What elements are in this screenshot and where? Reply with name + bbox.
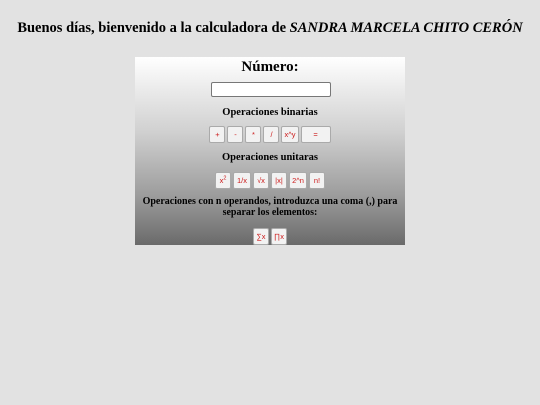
nary-ops-title: Operaciones con n operandos, introduzca una coma (,) para separar los elementos: [142, 196, 398, 218]
abs-button[interactable]: |x| [271, 172, 287, 189]
multiply-button[interactable]: * [245, 126, 261, 143]
binary-ops-title: Operaciones binarias [222, 107, 318, 118]
square-exponent: 2 [223, 175, 227, 182]
square-base: x [219, 176, 224, 185]
welcome-header [0, 20, 540, 37]
calculator-panel [135, 57, 405, 245]
greeting-text: Buenos días, bienvenido a la calculadora de [17, 20, 290, 36]
number-label: Número: [241, 59, 299, 75]
user-name: SANDRA MARCELA CHITO CERÓN [289, 20, 523, 36]
product-button[interactable]: ∏x [271, 228, 287, 245]
sum-button[interactable]: ∑x [253, 228, 269, 245]
nary-ops-row [135, 228, 405, 245]
divide-button[interactable]: / [263, 126, 279, 143]
factorial-button[interactable]: n! [309, 172, 325, 189]
binary-ops-row [135, 126, 405, 143]
equals-button[interactable]: = [301, 126, 331, 143]
unary-ops-title: Operaciones unitaras [222, 152, 318, 163]
number-input[interactable] [211, 82, 331, 97]
square-button[interactable] [215, 172, 231, 189]
add-button[interactable]: + [209, 126, 225, 143]
power-button[interactable]: x^y [281, 126, 298, 143]
subtract-button[interactable]: - [227, 126, 243, 143]
unary-ops-row [135, 172, 405, 189]
reciprocal-button[interactable]: 1/x [233, 172, 251, 189]
sqrt-button[interactable]: √x [253, 172, 269, 189]
power-of-two-button[interactable]: 2^n [289, 172, 307, 189]
